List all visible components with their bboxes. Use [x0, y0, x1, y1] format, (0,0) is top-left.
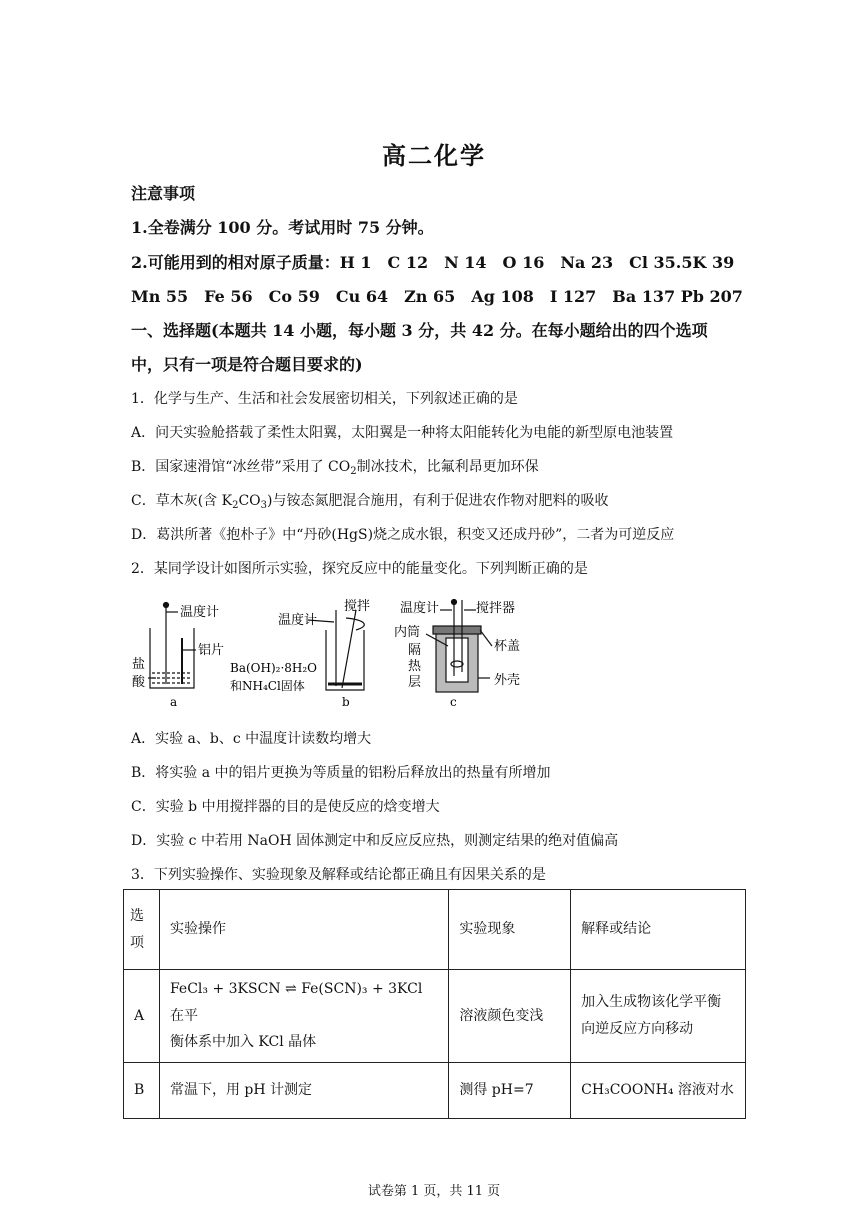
label-a-thermometer: 温度计 [180, 605, 220, 620]
row-a-operation: FeCl₃ + 3KSCN ⇌ Fe(SCN)₃ + 3KCl 在平 衡体系中加入 KCl 晶体 [159, 970, 448, 1063]
label-c-thermometer: 温度计 [400, 601, 440, 616]
page-footer: 试卷第 1 页，共 11 页 [367, 1184, 501, 1199]
label-a-aluminum: 铝片 [198, 643, 225, 658]
label-a-acid-2: 酸 [132, 675, 146, 690]
question-2-option-b: B．将实验 a 中的铝片更换为等质量的铝粉后释放出的热量有所增加 [131, 765, 551, 781]
row-b-operation: 常温下，用 pH 计测定 [159, 1062, 448, 1118]
question-3-table [123, 889, 746, 1119]
question-1-stem: 1．化学与生产、生活和社会发展密切相关，下列叙述正确的是 [131, 391, 518, 407]
question-3-stem: 3．下列实验操作、实验现象及解释或结论都正确且有因果关系的是 [131, 867, 546, 883]
inner-cup-icon [446, 638, 468, 682]
question-2-option-c: C．实验 b 中用搅拌器的目的是使反应的焓变增大 [131, 799, 440, 815]
notice-item-1: 1.全卷满分 100 分。考试用时 75 分钟。 [131, 218, 434, 237]
section-heading-line-1: 一、选择题(本题共 14 小题，每小题 3 分，共 42 分。在每小题给出的四个选项 [131, 321, 708, 340]
label-b-reagent-2: 和NH₄Cl固体 [230, 679, 305, 693]
row-a-phenomenon: 溶液颜色变浅 [449, 970, 571, 1063]
header-option: 选项 [124, 890, 160, 970]
question-1-option-d: D．葛洪所著《抱朴子》中“丹砂(HgS)烧之成水银，积变又还成丹砂”，二者为可逆反应 [131, 527, 675, 543]
table-row [124, 970, 746, 1063]
label-c-insulation-3: 层 [408, 675, 422, 690]
question-2-option-a: A．实验 a、b、c 中温度计读数均增大 [131, 731, 372, 747]
label-c-shell: 外壳 [494, 673, 521, 688]
question-2-stem: 2．某同学设计如图所示实验，探究反应中的能量变化。下列判断正确的是 [131, 561, 588, 577]
label-a: a [170, 695, 178, 709]
label-b: b [342, 695, 350, 709]
stir-arrow-icon [346, 618, 364, 630]
label-a-acid-1: 盐 [132, 657, 146, 672]
cup-lid-icon [433, 626, 481, 634]
header-conclusion: 解释或结论 [571, 890, 746, 970]
notice-item-2-line-2: Mn 55 Fe 56 Co 59 Cu 64 Zn 65 Ag 108 I 127 Ba 137 Pb 207 [131, 287, 743, 306]
label-c-insulation-2: 热 [408, 659, 422, 674]
label-c: c [450, 695, 457, 709]
question-1-option-b: B．国家速滑馆“冰丝带”采用了 $CO_2$制冰技术，比氟利昂更加环保 [131, 459, 539, 477]
section-heading-line-2: 中，只有一项是符合题目要求的) [131, 355, 363, 374]
label-c-stirrer: 搅拌器 [476, 601, 516, 616]
label-c-insulation-1: 隔 [408, 643, 422, 658]
question-1-option-a: A．问天实验舱搭载了柔性太阳翼，太阳翼是一种将太阳能转化为电能的新型原电池装置 [131, 425, 674, 441]
table-row [124, 1062, 746, 1118]
header-operation: 实验操作 [159, 890, 448, 970]
table-header-row [124, 890, 746, 970]
row-a-option: A [124, 970, 160, 1063]
beaker-a-icon [150, 628, 194, 688]
label-c-lid: 杯盖 [494, 639, 521, 654]
notice-item-2-line-1: 2.可能用到的相对原子质量：H 1 C 12 N 14 O 16 Na 23 Cl 35.5K 39 [131, 253, 735, 272]
label-b-reagent-1: Ba(OH)₂·8H₂O [230, 661, 318, 675]
notice-heading: 注意事项 [131, 184, 196, 203]
header-phenomenon: 实验现象 [449, 890, 571, 970]
row-b-option: B [124, 1062, 160, 1118]
row-a-conclusion: 加入生成物该化学平衡向逆反应方向移动 [571, 970, 746, 1063]
label-b-thermometer: 温度计 [278, 613, 318, 628]
stirring-rod-icon [342, 610, 356, 688]
row-b-conclusion: CH₃COONH₄ 溶液对水 [571, 1062, 746, 1118]
experiment-figure [130, 598, 530, 713]
question-1-option-c: C．草木灰(含 $K_2CO_3$)与铵态氮肥混合施用，有利于促进农作物对肥料的吸收 [131, 493, 609, 511]
label-b-stir: 搅拌 [344, 599, 371, 614]
row-b-phenomenon: 测得 pH=7 [449, 1062, 571, 1118]
page-title: 高二化学 [382, 141, 486, 170]
question-2-option-d: D．实验 c 中若用 NaOH 固体测定中和反应反应热，则测定结果的绝对值偏高 [131, 833, 619, 849]
label-c-inner-cup: 内筒 [394, 625, 421, 640]
beaker-b-icon [326, 630, 364, 690]
